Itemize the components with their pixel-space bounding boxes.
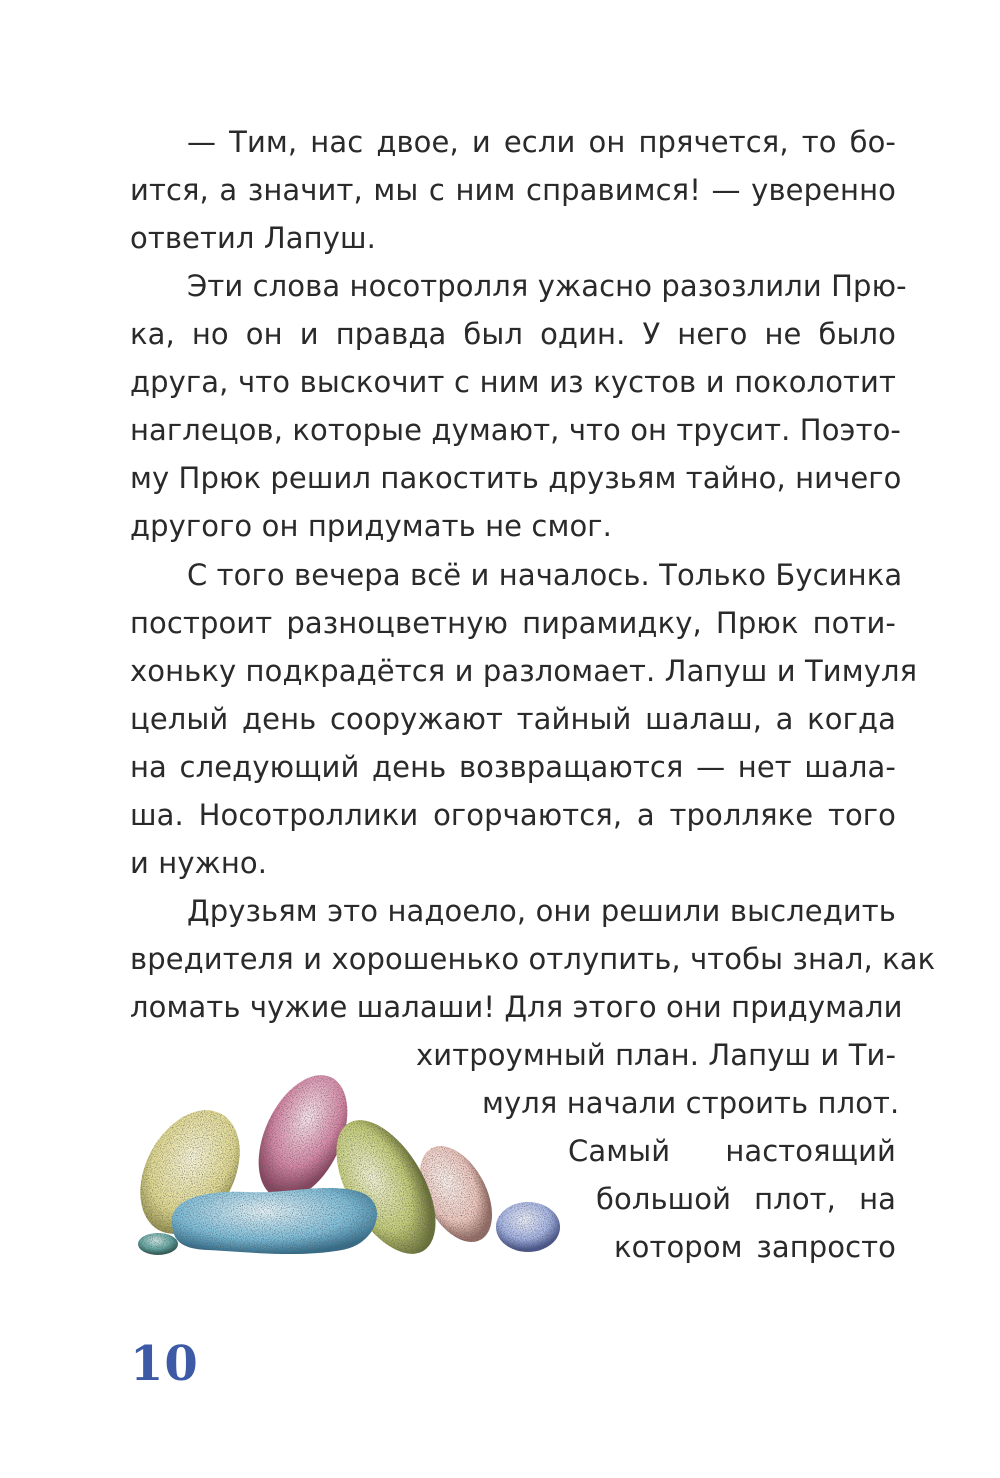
text-line: Самый настоящий [568, 1134, 896, 1168]
text-line: ша. Носотроллики огорчаются, а тролляке того [130, 798, 896, 832]
text-line: му Прюк решил пакостить друзьям тайно, ничего [130, 461, 902, 495]
text-line: ломать чужие шалаши! Для этого они придумали [130, 990, 903, 1024]
teal-pebble [138, 1233, 178, 1255]
text-line: муля начали строить плот. [482, 1086, 900, 1120]
text-line: построит разноцветную пирамидку, Прюк поти- [130, 606, 896, 640]
text-line: большой плот, на [596, 1182, 896, 1216]
text-line: — Тим, нас двое, и если он прячется, то бо- [187, 125, 896, 159]
page-number: 10 [130, 1336, 199, 1392]
text-line: вредителя и хорошенько отлупить, чтобы знал, как [130, 942, 936, 976]
text-line: Эти слова носотролля ужасно разозлили Прю- [187, 269, 907, 303]
text-line: ответил Лапуш. [130, 221, 376, 255]
text-line: наглецов, которые думают, что он трусит. Поэто- [130, 413, 901, 447]
text-line: хитроумный план. Лапуш и Ти- [416, 1038, 897, 1072]
text-line: С того вечера всё и началось. Только Бусинка [187, 558, 903, 592]
pebbles-illustration [128, 1062, 568, 1262]
text-line: на следующий день возвращаются — нет шала- [130, 750, 896, 784]
text-line: другого он придумать не смог. [130, 509, 612, 543]
text-line: Друзьям это надоело, они решили выследить [187, 894, 896, 928]
text-line: ка, но он и правда был один. У него не было [130, 317, 896, 351]
text-line: хоньку подкрадётся и разломает. Лапуш и Тимуля [130, 654, 918, 688]
blue-pebble [172, 1188, 377, 1254]
text-line: ится, а значит, мы с ним справимся! — уверенно [130, 173, 896, 207]
text-line: котором запросто [614, 1230, 896, 1264]
lavender-pebble [496, 1202, 560, 1252]
text-line: целый день сооружают тайный шалаш, а когда [130, 702, 896, 736]
text-line: и нужно. [130, 846, 268, 880]
text-line: друга, что выскочит с ним из кустов и поколотит [130, 365, 896, 399]
